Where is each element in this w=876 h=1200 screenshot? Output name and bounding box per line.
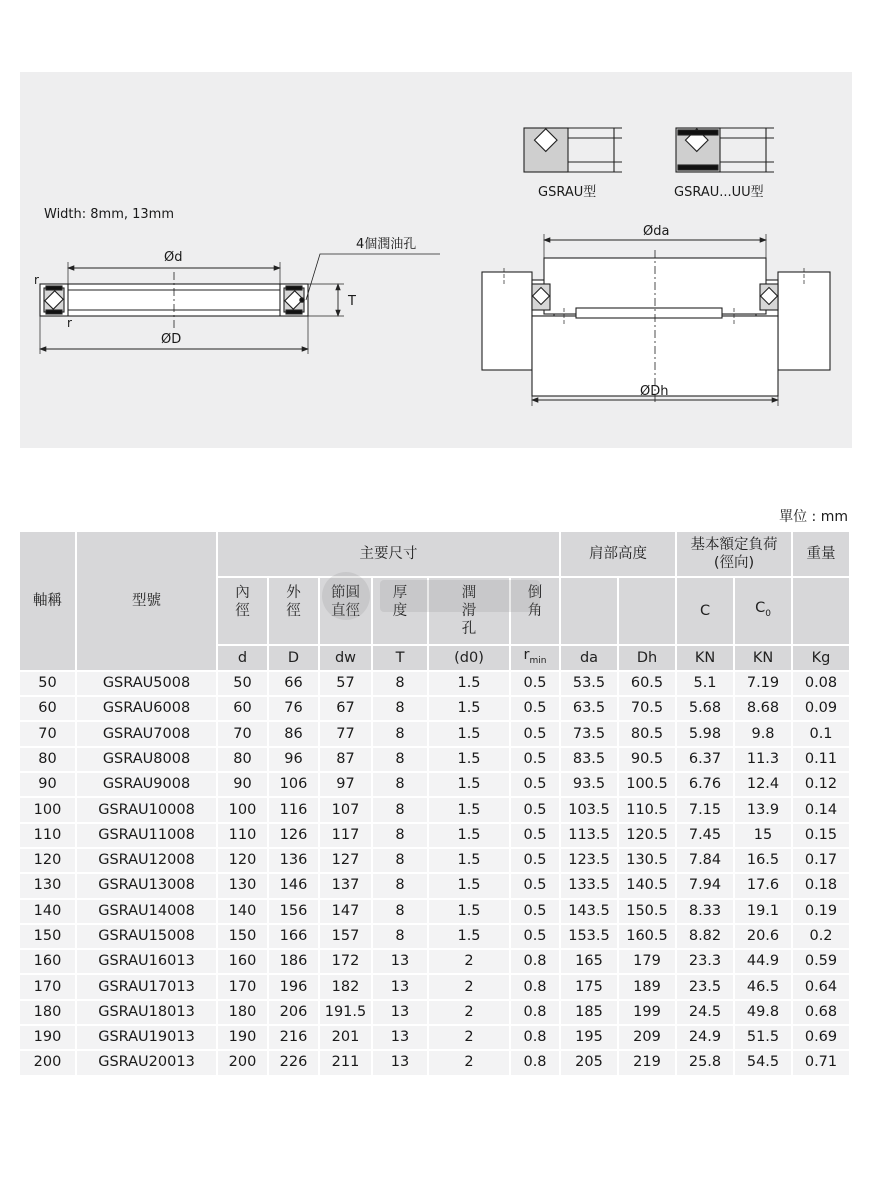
table-cell: 0.08 xyxy=(793,672,849,695)
table-cell: 0.1 xyxy=(793,722,849,745)
table-cell: 150.5 xyxy=(619,900,675,923)
table-cell: 137 xyxy=(320,874,371,897)
table-cell: 1.5 xyxy=(429,697,509,720)
table-cell: 172 xyxy=(320,950,371,973)
table-cell: 179 xyxy=(619,950,675,973)
symbol-d: d xyxy=(218,646,267,670)
table-row xyxy=(20,1051,849,1074)
table-cell: 9.8 xyxy=(735,722,791,745)
table-cell: 120.5 xyxy=(619,824,675,847)
table-cell: 8 xyxy=(373,773,427,796)
table-cell: 0.09 xyxy=(793,697,849,720)
table-cell: 1.5 xyxy=(429,900,509,923)
dim-T-label: T xyxy=(348,294,356,309)
table-cell: 7.45 xyxy=(677,824,733,847)
unit-weight: Kg xyxy=(793,646,849,670)
table-cell: 8 xyxy=(373,900,427,923)
table-cell: 0.8 xyxy=(511,1001,559,1024)
table-cell: GSRAU17013 xyxy=(77,975,216,998)
table-cell: 2 xyxy=(429,975,509,998)
header-outer-diameter: 外 徑 xyxy=(269,578,318,644)
table-cell: 13.9 xyxy=(735,798,791,821)
table-cell: 110 xyxy=(20,824,75,847)
table-cell: 66 xyxy=(269,672,318,695)
table-cell: 0.19 xyxy=(793,900,849,923)
spec-table-body xyxy=(20,672,849,1075)
header-weight-blank xyxy=(793,578,849,644)
table-cell: GSRAU14008 xyxy=(77,900,216,923)
table-cell: 0.5 xyxy=(511,925,559,948)
table-cell: 110 xyxy=(218,824,267,847)
header-da-blank xyxy=(561,578,617,644)
table-cell: 127 xyxy=(320,849,371,872)
table-cell: 100 xyxy=(218,798,267,821)
table-cell: 6.76 xyxy=(677,773,733,796)
table-cell: 5.68 xyxy=(677,697,733,720)
header-inner-diameter: 內 徑 xyxy=(218,578,267,644)
table-cell: 166 xyxy=(269,925,318,948)
table-cell: 216 xyxy=(269,1026,318,1049)
table-cell: 2 xyxy=(429,950,509,973)
table-row xyxy=(20,1026,849,1049)
table-cell: 160 xyxy=(20,950,75,973)
table-cell: 160 xyxy=(218,950,267,973)
header-model: 型號 xyxy=(77,532,216,670)
table-cell: 90.5 xyxy=(619,748,675,771)
table-cell: 15 xyxy=(735,824,791,847)
symbol-da: da xyxy=(561,646,617,670)
table-cell: 8.33 xyxy=(677,900,733,923)
table-cell: GSRAU18013 xyxy=(77,1001,216,1024)
table-cell: 8 xyxy=(373,874,427,897)
unit-C0: KN xyxy=(735,646,791,670)
table-cell: GSRAU19013 xyxy=(77,1026,216,1049)
table-cell: GSRAU10008 xyxy=(77,798,216,821)
table-cell: 165 xyxy=(561,950,617,973)
table-row xyxy=(20,722,849,745)
table-cell: 16.5 xyxy=(735,849,791,872)
mounting-assembly xyxy=(482,250,830,404)
table-cell: 2 xyxy=(429,1001,509,1024)
table-cell: 12.4 xyxy=(735,773,791,796)
table-cell: GSRAU15008 xyxy=(77,925,216,948)
table-cell: 143.5 xyxy=(561,900,617,923)
table-cell: 80 xyxy=(20,748,75,771)
table-cell: 54.5 xyxy=(735,1051,791,1074)
table-cell: GSRAU5008 xyxy=(77,672,216,695)
rated-load-sub: (徑向) xyxy=(713,555,755,571)
bearing-drawing xyxy=(20,72,852,448)
table-cell: 150 xyxy=(218,925,267,948)
table-cell: 140.5 xyxy=(619,874,675,897)
header-C0: $C_0$ xyxy=(735,578,791,644)
table-cell: 189 xyxy=(619,975,675,998)
table-cell: 0.8 xyxy=(511,950,559,973)
table-cell: 44.9 xyxy=(735,950,791,973)
unit-label: 單位 : mm xyxy=(779,509,848,525)
table-cell: 46.5 xyxy=(735,975,791,998)
table-cell: 100 xyxy=(20,798,75,821)
table-cell: GSRAU6008 xyxy=(77,697,216,720)
table-cell: 0.8 xyxy=(511,975,559,998)
table-cell: 201 xyxy=(320,1026,371,1049)
table-row xyxy=(20,697,849,720)
table-cell: 0.5 xyxy=(511,697,559,720)
table-cell: 0.68 xyxy=(793,1001,849,1024)
table-cell: 186 xyxy=(269,950,318,973)
table-cell: 7.15 xyxy=(677,798,733,821)
radius-label-top: r xyxy=(34,273,39,287)
table-cell: 83.5 xyxy=(561,748,617,771)
table-cell: 160.5 xyxy=(619,925,675,948)
header-Dh-blank xyxy=(619,578,675,644)
table-cell: 13 xyxy=(373,1001,427,1024)
table-cell: 67 xyxy=(320,697,371,720)
table-cell: 11.3 xyxy=(735,748,791,771)
table-row xyxy=(20,824,849,847)
table-cell: 130 xyxy=(218,874,267,897)
table-cell: 8 xyxy=(373,722,427,745)
table-cell: 107 xyxy=(320,798,371,821)
table-cell: 120 xyxy=(218,849,267,872)
table-cell: 126 xyxy=(269,824,318,847)
table-cell: 60 xyxy=(20,697,75,720)
table-cell: 140 xyxy=(20,900,75,923)
table-cell: 76 xyxy=(269,697,318,720)
table-cell: 211 xyxy=(320,1051,371,1074)
rated-load-title: 基本額定負荷 xyxy=(690,537,778,553)
table-cell: 0.5 xyxy=(511,798,559,821)
table-cell: 90 xyxy=(20,773,75,796)
header-shaft: 軸稱 xyxy=(20,532,75,670)
table-cell: 0.2 xyxy=(793,925,849,948)
table-cell: 8.68 xyxy=(735,697,791,720)
table-cell: 0.15 xyxy=(793,824,849,847)
table-cell: 49.8 xyxy=(735,1001,791,1024)
table-cell: 0.71 xyxy=(793,1051,849,1074)
table-row xyxy=(20,1001,849,1024)
table-cell: 0.17 xyxy=(793,849,849,872)
gsrau-uu-type-section xyxy=(676,128,774,172)
table-cell: 106 xyxy=(269,773,318,796)
table-cell: 130.5 xyxy=(619,849,675,872)
table-cell: 6.37 xyxy=(677,748,733,771)
table-cell: 60.5 xyxy=(619,672,675,695)
table-cell: GSRAU16013 xyxy=(77,950,216,973)
table-cell: 195 xyxy=(561,1026,617,1049)
width-note: Width: 8mm, 13mm xyxy=(44,207,175,222)
symbol-d0: (d0) xyxy=(429,646,509,670)
table-cell: 73.5 xyxy=(561,722,617,745)
table-cell: 24.9 xyxy=(677,1026,733,1049)
table-cell: 157 xyxy=(320,925,371,948)
table-cell: 97 xyxy=(320,773,371,796)
table-cell: 199 xyxy=(619,1001,675,1024)
table-cell: 200 xyxy=(218,1051,267,1074)
table-cell: 205 xyxy=(561,1051,617,1074)
table-cell: 180 xyxy=(218,1001,267,1024)
table-cell: 8.82 xyxy=(677,925,733,948)
table-cell: 0.5 xyxy=(511,824,559,847)
table-cell: 1.5 xyxy=(429,849,509,872)
table-cell: 219 xyxy=(619,1051,675,1074)
table-cell: 120 xyxy=(20,849,75,872)
header-rated-load xyxy=(677,532,791,576)
header-pitch-diameter: 節圓 直徑 xyxy=(320,578,371,644)
table-cell: 0.64 xyxy=(793,975,849,998)
table-cell: 60 xyxy=(218,697,267,720)
table-cell: 20.6 xyxy=(735,925,791,948)
dim-d-label: Ød xyxy=(164,250,183,265)
table-cell: 0.18 xyxy=(793,874,849,897)
table-cell: 130 xyxy=(20,874,75,897)
table-cell: 8 xyxy=(373,925,427,948)
table-cell: 70 xyxy=(20,722,75,745)
table-cell: 1.5 xyxy=(429,798,509,821)
table-cell: 206 xyxy=(269,1001,318,1024)
table-cell: 0.5 xyxy=(511,748,559,771)
table-cell: 150 xyxy=(20,925,75,948)
table-cell: 170 xyxy=(20,975,75,998)
table-cell: 8 xyxy=(373,672,427,695)
type-gsrau-uu-label: GSRAU...UU型 xyxy=(674,185,764,200)
technical-drawing-panel xyxy=(20,72,852,448)
table-cell: 0.5 xyxy=(511,773,559,796)
table-cell: GSRAU9008 xyxy=(77,773,216,796)
table-cell: 57 xyxy=(320,672,371,695)
table-cell: 24.5 xyxy=(677,1001,733,1024)
table-cell: 7.19 xyxy=(735,672,791,695)
table-cell: 117 xyxy=(320,824,371,847)
table-cell: 1.5 xyxy=(429,874,509,897)
header-chamfer: 倒 角 xyxy=(511,578,559,644)
spec-table xyxy=(18,530,851,1077)
table-cell: 13 xyxy=(373,1051,427,1074)
header-weight: 重量 xyxy=(793,532,849,576)
table-row xyxy=(20,874,849,897)
left-bearing-section xyxy=(40,272,308,328)
table-cell: 146 xyxy=(269,874,318,897)
table-cell: 23.3 xyxy=(677,950,733,973)
table-cell: GSRAU8008 xyxy=(77,748,216,771)
table-cell: 0.14 xyxy=(793,798,849,821)
table-cell: 17.6 xyxy=(735,874,791,897)
table-row xyxy=(20,748,849,771)
table-cell: 191.5 xyxy=(320,1001,371,1024)
table-cell: 196 xyxy=(269,975,318,998)
table-cell: GSRAU20013 xyxy=(77,1051,216,1074)
table-cell: 0.69 xyxy=(793,1026,849,1049)
header-lube-hole: 潤 滑 孔 xyxy=(429,578,509,644)
table-cell: 0.5 xyxy=(511,672,559,695)
table-cell: 209 xyxy=(619,1026,675,1049)
table-cell: 226 xyxy=(269,1051,318,1074)
table-row xyxy=(20,849,849,872)
table-cell: 140 xyxy=(218,900,267,923)
table-row xyxy=(20,773,849,796)
table-cell: 77 xyxy=(320,722,371,745)
table-cell: 175 xyxy=(561,975,617,998)
gsrau-type-section xyxy=(524,128,622,172)
table-cell: 156 xyxy=(269,900,318,923)
table-cell: 63.5 xyxy=(561,697,617,720)
table-cell: 0.8 xyxy=(511,1026,559,1049)
symbol-T: T xyxy=(373,646,427,670)
table-cell: 147 xyxy=(320,900,371,923)
table-cell: 13 xyxy=(373,950,427,973)
table-row xyxy=(20,900,849,923)
table-cell: 1.5 xyxy=(429,925,509,948)
header-thickness: 厚 度 xyxy=(373,578,427,644)
table-cell: 90 xyxy=(218,773,267,796)
type-gsrau-label: GSRAU型 xyxy=(538,185,597,200)
table-cell: 93.5 xyxy=(561,773,617,796)
table-cell: 7.94 xyxy=(677,874,733,897)
table-cell: 0.8 xyxy=(511,1051,559,1074)
table-cell: 25.8 xyxy=(677,1051,733,1074)
oil-hole-note: 4個潤油孔 xyxy=(356,237,417,252)
table-cell: 5.1 xyxy=(677,672,733,695)
table-cell: 19.1 xyxy=(735,900,791,923)
table-cell: 70 xyxy=(218,722,267,745)
table-cell: 86 xyxy=(269,722,318,745)
table-cell: 70.5 xyxy=(619,697,675,720)
table-cell: 2 xyxy=(429,1051,509,1074)
table-cell: 200 xyxy=(20,1051,75,1074)
dim-D-label: ØD xyxy=(161,332,182,347)
symbol-Dh: Dh xyxy=(619,646,675,670)
table-cell: 123.5 xyxy=(561,849,617,872)
table-cell: 8 xyxy=(373,824,427,847)
table-cell: 190 xyxy=(218,1026,267,1049)
table-cell: 133.5 xyxy=(561,874,617,897)
table-cell: 180 xyxy=(20,1001,75,1024)
table-cell: 0.12 xyxy=(793,773,849,796)
header-main-dimensions: 主要尺寸 xyxy=(218,532,559,576)
table-cell: 8 xyxy=(373,849,427,872)
dim-Dh-label: ØDh xyxy=(640,384,669,399)
dim-da-label: Øda xyxy=(643,224,670,239)
table-cell: 13 xyxy=(373,1026,427,1049)
table-cell: GSRAU13008 xyxy=(77,874,216,897)
table-cell: 2 xyxy=(429,1026,509,1049)
table-cell: 8 xyxy=(373,697,427,720)
table-cell: 1.5 xyxy=(429,773,509,796)
table-cell: GSRAU12008 xyxy=(77,849,216,872)
header-shoulder-height: 肩部高度 xyxy=(561,532,675,576)
table-cell: 136 xyxy=(269,849,318,872)
table-cell: 0.5 xyxy=(511,722,559,745)
table-row xyxy=(20,975,849,998)
table-cell: 170 xyxy=(218,975,267,998)
table-cell: 116 xyxy=(269,798,318,821)
table-cell: 23.5 xyxy=(677,975,733,998)
table-cell: 96 xyxy=(269,748,318,771)
symbol-dw: dw xyxy=(320,646,371,670)
table-cell: 50 xyxy=(218,672,267,695)
table-cell: GSRAU11008 xyxy=(77,824,216,847)
table-cell: 1.5 xyxy=(429,824,509,847)
table-cell: 113.5 xyxy=(561,824,617,847)
table-cell: 80.5 xyxy=(619,722,675,745)
table-cell: 8 xyxy=(373,748,427,771)
table-row xyxy=(20,672,849,695)
table-cell: 0.5 xyxy=(511,900,559,923)
table-cell: 182 xyxy=(320,975,371,998)
table-cell: 1.5 xyxy=(429,672,509,695)
table-row xyxy=(20,925,849,948)
table-cell: GSRAU7008 xyxy=(77,722,216,745)
table-cell: 8 xyxy=(373,798,427,821)
table-cell: 5.98 xyxy=(677,722,733,745)
radius-label-bottom: r xyxy=(67,316,72,330)
table-cell: 51.5 xyxy=(735,1026,791,1049)
header-C: C xyxy=(677,578,733,644)
table-row xyxy=(20,950,849,973)
table-cell: 0.5 xyxy=(511,849,559,872)
table-cell: 50 xyxy=(20,672,75,695)
table-cell: 53.5 xyxy=(561,672,617,695)
table-cell: 1.5 xyxy=(429,748,509,771)
table-cell: 87 xyxy=(320,748,371,771)
symbol-D: D xyxy=(269,646,318,670)
unit-C: KN xyxy=(677,646,733,670)
table-cell: 0.5 xyxy=(511,874,559,897)
table-cell: 80 xyxy=(218,748,267,771)
table-cell: 185 xyxy=(561,1001,617,1024)
table-cell: 0.11 xyxy=(793,748,849,771)
table-cell: 190 xyxy=(20,1026,75,1049)
table-cell: 153.5 xyxy=(561,925,617,948)
table-cell: 0.59 xyxy=(793,950,849,973)
table-row xyxy=(20,798,849,821)
table-cell: 100.5 xyxy=(619,773,675,796)
table-cell: 110.5 xyxy=(619,798,675,821)
symbol-r: $r_{min}$ xyxy=(511,646,559,670)
table-cell: 103.5 xyxy=(561,798,617,821)
table-cell: 7.84 xyxy=(677,849,733,872)
table-cell: 1.5 xyxy=(429,722,509,745)
table-cell: 13 xyxy=(373,975,427,998)
